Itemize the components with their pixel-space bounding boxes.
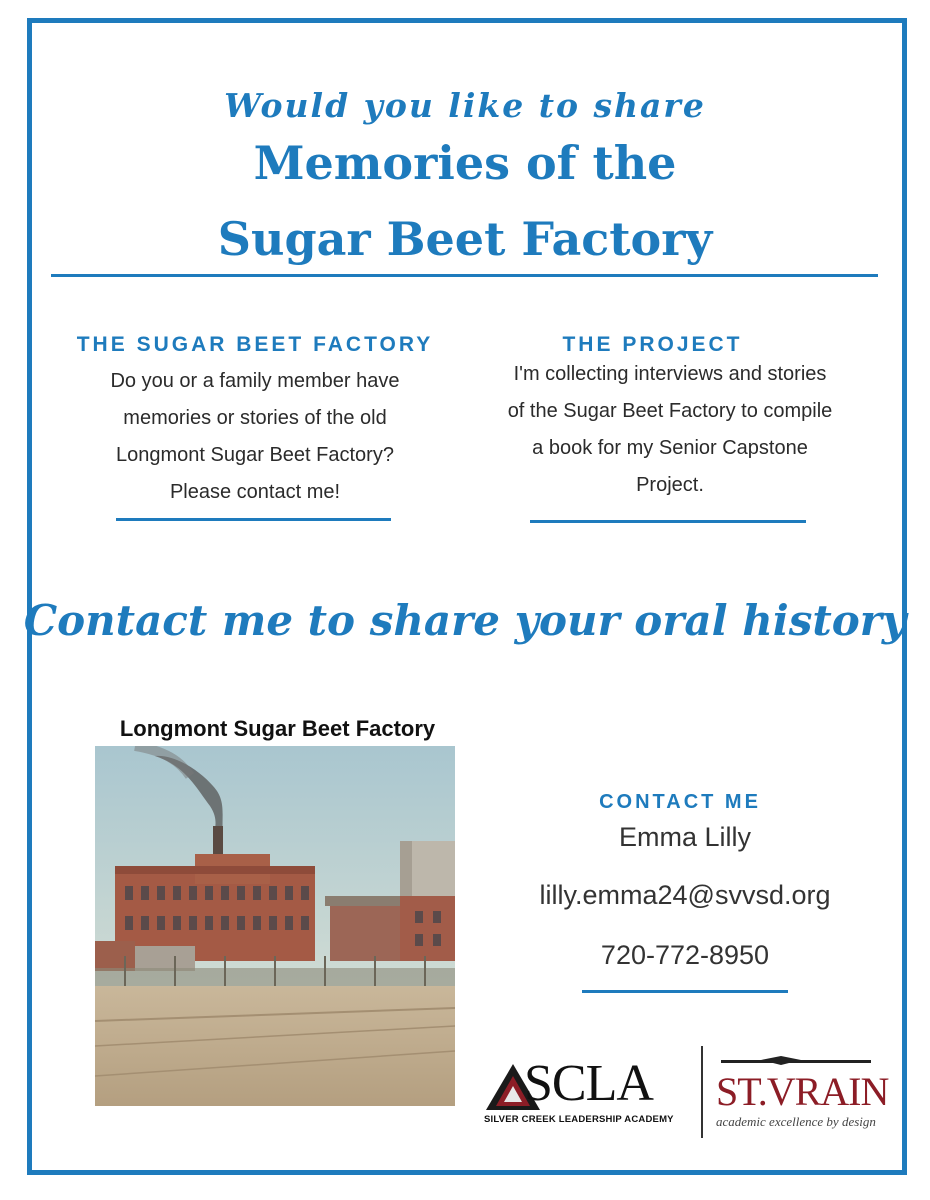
factory-photo [95,746,455,1106]
stvrain-tagline: academic excellence by design [716,1114,876,1129]
title-line-1: Memories of the [253,136,677,190]
project-section-text [470,356,870,504]
scla-full-name: SILVER CREEK LEADERSHIP ACADEMY [484,1114,674,1125]
call-to-action: Contact me to share your oral history [23,596,907,645]
stvrain-logo [716,1056,889,1136]
logo-divider [701,1046,703,1138]
scla-name: SCLA [524,1055,653,1112]
factory-rule [116,518,391,521]
project-rule [530,520,806,523]
title-line-2: Sugar Beet Factory [217,212,713,266]
project-section-heading: THE PROJECT [562,333,743,356]
scla-logo [484,1055,689,1130]
factory-line-3: Longmont Sugar Beet Factory? [116,444,394,466]
factory-line-1: Do you or a family member have [110,370,400,392]
contact-email[interactable]: lilly.emma24@svvsd.org [539,880,831,910]
factory-section-text [60,363,450,511]
stvrain-name: ST.VRAIN [716,1069,889,1114]
project-line-3: a book for my Senior Capstone [532,437,808,459]
project-line-4: Project. [636,474,704,496]
contact-rule [582,990,788,993]
contact-heading: CONTACT ME [599,791,761,813]
contact-name: Emma Lilly [618,822,752,852]
contact-phone[interactable]: 720-772-8950 [600,940,770,970]
project-line-1: I'm collecting interviews and stories [513,363,827,385]
factory-section-heading: THE SUGAR BEET FACTORY [76,333,434,356]
factory-line-2: memories or stories of the old [123,407,387,429]
project-line-2: of the Sugar Beet Factory to compile [507,400,833,422]
factory-line-4: Please contact me! [169,481,341,503]
title-rule [51,274,878,277]
intro-heading: Would you like to share [224,86,706,125]
photo-caption: Longmont Sugar Beet Factory [119,716,436,741]
